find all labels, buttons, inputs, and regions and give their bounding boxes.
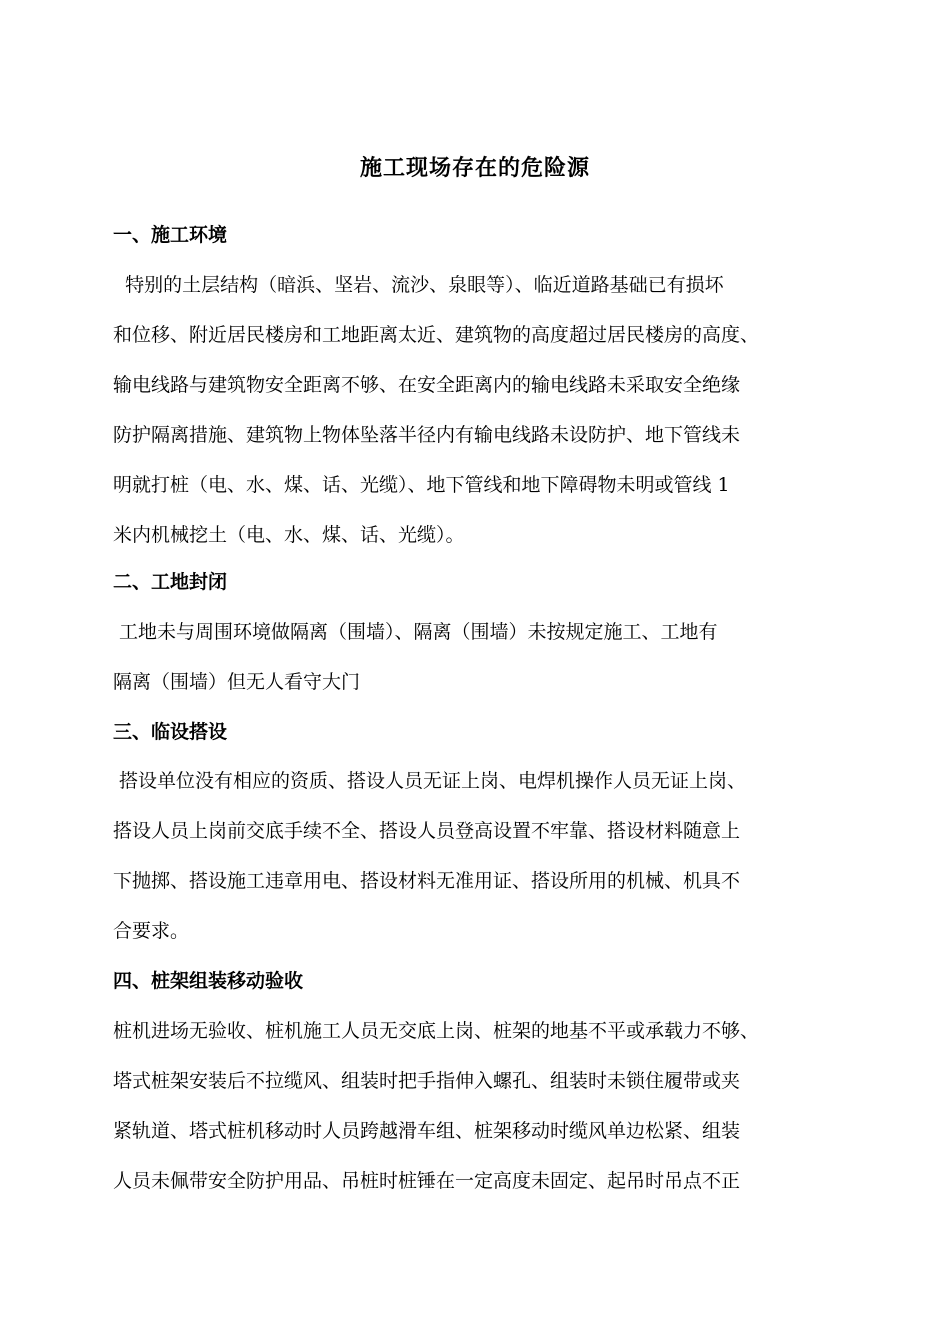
paragraph-line: 紧轨道、塔式桩机移动时人员跨越滑车组、桩架移动时缆风单边松紧、组装 bbox=[113, 1120, 741, 1142]
paragraph-line: 米内机械挖土（电、水、煤、话、光缆）。 bbox=[113, 524, 465, 546]
paragraph-line: 人员未佩带安全防护用品、吊桩时桩锤在一定高度未固定、起吊时吊点不正 bbox=[113, 1170, 741, 1192]
paragraph-line: 合要求。 bbox=[113, 920, 190, 942]
paragraph-line: 搭设单位没有相应的资质、搭设人员无证上岗、电焊机操作人员无证上岗、 bbox=[113, 770, 747, 792]
paragraph-line: 桩机进场无验收、桩机施工人员无交底上岗、桩架的地基不平或承载力不够、 bbox=[113, 1020, 760, 1042]
section-heading-site-enclosure: 二、工地封闭 bbox=[113, 571, 228, 593]
section-paragraph-site-enclosure bbox=[113, 607, 873, 707]
paragraph-line: 下抛掷、搭设施工违章用电、搭设材料无准用证、搭设所用的机械、机具不 bbox=[113, 870, 741, 892]
paragraph-line: 和位移、附近居民楼房和工地距离太近、建筑物的高度超过居民楼房的高度、 bbox=[113, 324, 760, 346]
section-paragraph-construction-environment bbox=[113, 260, 873, 560]
paragraph-line: 塔式桩架安装后不拉缆风、组装时把手指伸入螺孔、组装时未锁住履带或夹 bbox=[113, 1070, 741, 1092]
section-paragraph-pile-frame bbox=[113, 1006, 873, 1206]
paragraph-line: 隔离（围墙）但无人看守大门 bbox=[113, 671, 361, 693]
paragraph-line: 搭设人员上岗前交底手续不全、搭设人员登高设置不牢靠、搭设材料随意上 bbox=[113, 820, 741, 842]
paragraph-line: 输电线路与建筑物安全距离不够、在安全距离内的输电线路未采取安全绝缘 bbox=[113, 374, 741, 396]
page-title: 施工现场存在的危险源 bbox=[359, 155, 590, 181]
section-heading-pile-frame: 四、桩架组装移动验收 bbox=[113, 970, 304, 992]
section-heading-construction-environment: 一、施工环境 bbox=[113, 224, 228, 246]
paragraph-line: 明就打桩（电、水、煤、话、光缆）、地下管线和地下障碍物未明或管线 1 bbox=[113, 474, 730, 496]
paragraph-line: 防护隔离措施、建筑物上物体坠落半径内有输电线路未设防护、地下管线未 bbox=[113, 424, 741, 446]
section-heading-temporary-facilities: 三、临设搭设 bbox=[113, 721, 228, 743]
paragraph-line: 工地未与周围环境做隔离（围墙）、隔离（围墙）未按规定施工、工地有 bbox=[113, 621, 718, 643]
section-paragraph-temporary-facilities bbox=[113, 756, 873, 956]
paragraph-line: 特别的土层结构（暗浜、坚岩、流沙、泉眼等）、临近道路基础已有损坏 bbox=[113, 274, 724, 296]
